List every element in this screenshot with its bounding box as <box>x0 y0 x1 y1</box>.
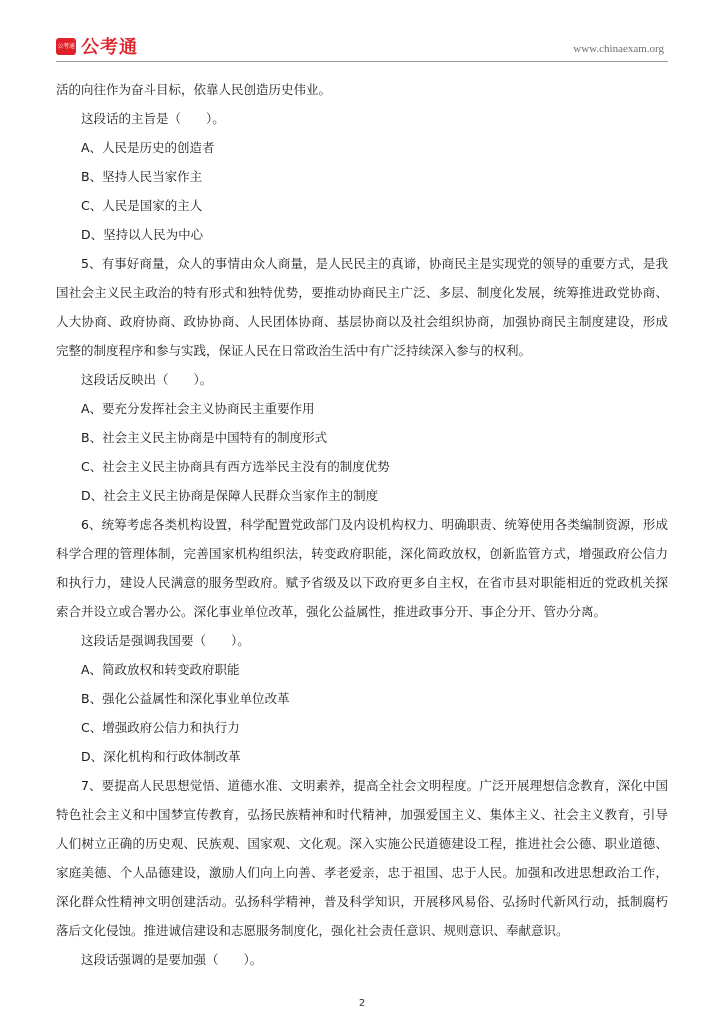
site-url: www.chinaexam.org <box>573 43 664 55</box>
question-5-option-a: A、要充分发挥社会主义协商民主重要作用 <box>81 401 315 416</box>
question-5-passage: 5、有事好商量，众人的事情由众人商量，是人民民主的真谛，协商民主是实现党的领导的重要方式，是我国社会主义民主政治的特有形式和独特优势，要推动协商民主广泛、多层、制度化发展，统筹推进政党协商、人大协商、政府协商、政协协商、人民团体协商、基层协商以及社会组织协商，加强协商民主制度建设，形成完整的制度程序和参与实践，保证人民在日常政治生活中有广泛持续深入参与的权利。 <box>56 256 668 358</box>
logo <box>56 33 138 59</box>
question-7-stem: 这段话强调的是要加强（ ）。 <box>81 952 263 967</box>
page-number: 2 <box>358 998 366 1009</box>
question-4-option-c: C、人民是国家的主人 <box>81 198 203 213</box>
question-4-option-a: A、人民是历史的创造者 <box>81 140 215 155</box>
question-4-option-d: D、坚持以人民为中心 <box>81 227 204 242</box>
logo-text: 公考通 <box>81 37 138 58</box>
question-5-option-b: B、社会主义民主协商是中国特有的制度形式 <box>81 430 328 445</box>
question-6-stem: 这段话是强调我国要（ ）。 <box>81 633 250 648</box>
page-header <box>0 0 724 64</box>
question-5-stem: 这段话反映出（ ）。 <box>81 372 213 387</box>
paragraph-continuation: 活的向往作为奋斗目标，依靠人民创造历史伟业。 <box>56 82 332 97</box>
question-5-option-d: D、社会主义民主协商是保障人民群众当家作主的制度 <box>81 488 379 503</box>
header-divider <box>56 61 668 62</box>
document-body <box>56 75 668 974</box>
question-4-stem: 这段话的主旨是（ ）。 <box>81 111 225 126</box>
question-6-option-d: D、深化机构和行政体制改革 <box>81 749 241 764</box>
question-6-passage: 6、统筹考虑各类机构设置，科学配置党政部门及内设机构权力、明确职责、统筹使用各类编制资源，形成科学合理的管理体制，完善国家机构组织法，转变政府职能，深化简政放权，创新监管方式，增强政府公信力和执行力，建设人民满意的服务型政府。赋予省级及以下政府更多自主权，在省市县对职能相近的党政机关探索合并设立或合署办公。深化事业单位改革，强化公益属性，推进政事分开、事企分开、管办分离。 <box>56 517 668 619</box>
question-6-option-c: C、增强政府公信力和执行力 <box>81 720 240 735</box>
question-6-option-a: A、简政放权和转变政府职能 <box>81 662 240 677</box>
question-4-option-b: B、坚持人民当家作主 <box>81 169 203 184</box>
question-5-option-c: C、社会主义民主协商具有西方选举民主没有的制度优势 <box>81 459 390 474</box>
question-6-option-b: B、强化公益属性和深化事业单位改革 <box>81 691 290 706</box>
question-7-passage: 7、要提高人民思想觉悟、道德水准、文明素养，提高全社会文明程度。广泛开展理想信念教育，深化中国特色社会主义和中国梦宣传教育，弘扬民族精神和时代精神，加强爱国主义、集体主义、社会主义教育，引导人们树立正确的历史观、民族观、国家观、文化观。深入实施公民道德建设工程，推进社会公德、职业道德、家庭美德、个人品德建设，激励人们向上向善、孝老爱亲，忠于祖国、忠于人民。加强和改进思想政治工作，深化群众性精神文明创建活动。弘扬科学精神，普及科学知识，开展移风易俗、弘扬时代新风行动，抵制腐朽落后文化侵蚀。推进诚信建设和志愿服务制度化，强化社会责任意识、规则意识、奉献意识。 <box>56 778 668 938</box>
logo-badge-icon: 公考通 <box>56 38 76 55</box>
